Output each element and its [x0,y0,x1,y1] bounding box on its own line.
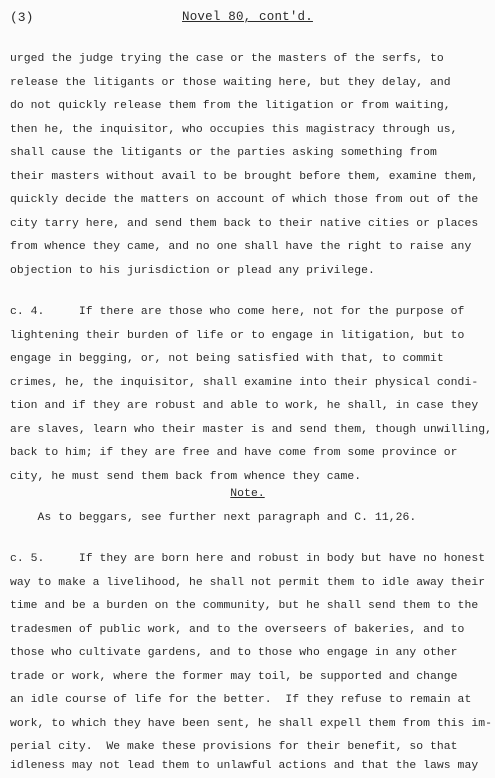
text-line: time and be a burden on the community, but he shall send them to the [10,600,479,612]
text-line: work, to which they have been sent, he shall expell them from this im- [10,718,492,730]
page-number: (3) [10,10,34,25]
note-heading: Note. [230,488,265,500]
text-line: those who cultivate gardens, and to those who engage in any other [10,647,458,659]
text-line: idleness may not lead them to unlawful actions and that the laws may [10,760,479,772]
text-line: lightening their burden of life or to engage in litigation, but to [10,330,465,342]
text-line: an idle course of life for the better. If they refuse to remain at [10,694,472,706]
text-line: back to him; if they are free and have come from some province or [10,447,458,459]
text-line: perial city. We make these provisions for their benefit, so that [10,741,458,753]
text-line: are slaves, learn who their master is and send them, though unwilling, [10,424,492,436]
text-line: c. 4. If there are those who come here, not for the purpose of [10,306,465,318]
text-line: c. 5. If they are born here and robust in body but have no honest [10,553,486,565]
text-line: crimes, he, the inquisitor, shall examine into their physical condi- [10,377,479,389]
text-line: engage in begging, or, not being satisfied with that, to commit [10,353,444,365]
text-line: As to beggars, see further next paragraph and C. 11,26. [10,512,417,524]
text-line: tion and if they are robust and able to work, he shall, in case they [10,400,479,412]
text-line: trade or work, where the former may toil, be supported and change [10,671,458,683]
text-line: shall cause the litigants or the parties asking something from [10,147,437,159]
text-line: tradesmen of public work, and to the overseers of bakeries, and to [10,624,465,636]
text-line: city, he must send them back from whence they came. [10,471,362,483]
text-line: quickly decide the matters on account of which those from out of the [10,194,479,206]
text-line: then he, the inquisitor, who occupies this magistracy through us, [10,124,458,136]
text-line: from whence they came, and no one shall have the right to raise any [10,241,472,253]
text-line: way to make a livelihood, he shall not permit them to idle away their [10,577,486,589]
text-line: do not quickly release them from the litigation or from waiting, [10,100,451,112]
text-line: urged the judge trying the case or the masters of the serfs, to [10,53,444,65]
page-heading: Novel 80, cont'd. [182,10,313,24]
text-line: release the litigants or those waiting here, but they delay, and [10,77,451,89]
text-line: city tarry here, and send them back to their native cities or places [10,218,479,230]
text-line: their masters without avail to be brought before them, examine them, [10,171,479,183]
text-line: objection to his jurisdiction or plead any privilege. [10,265,375,277]
